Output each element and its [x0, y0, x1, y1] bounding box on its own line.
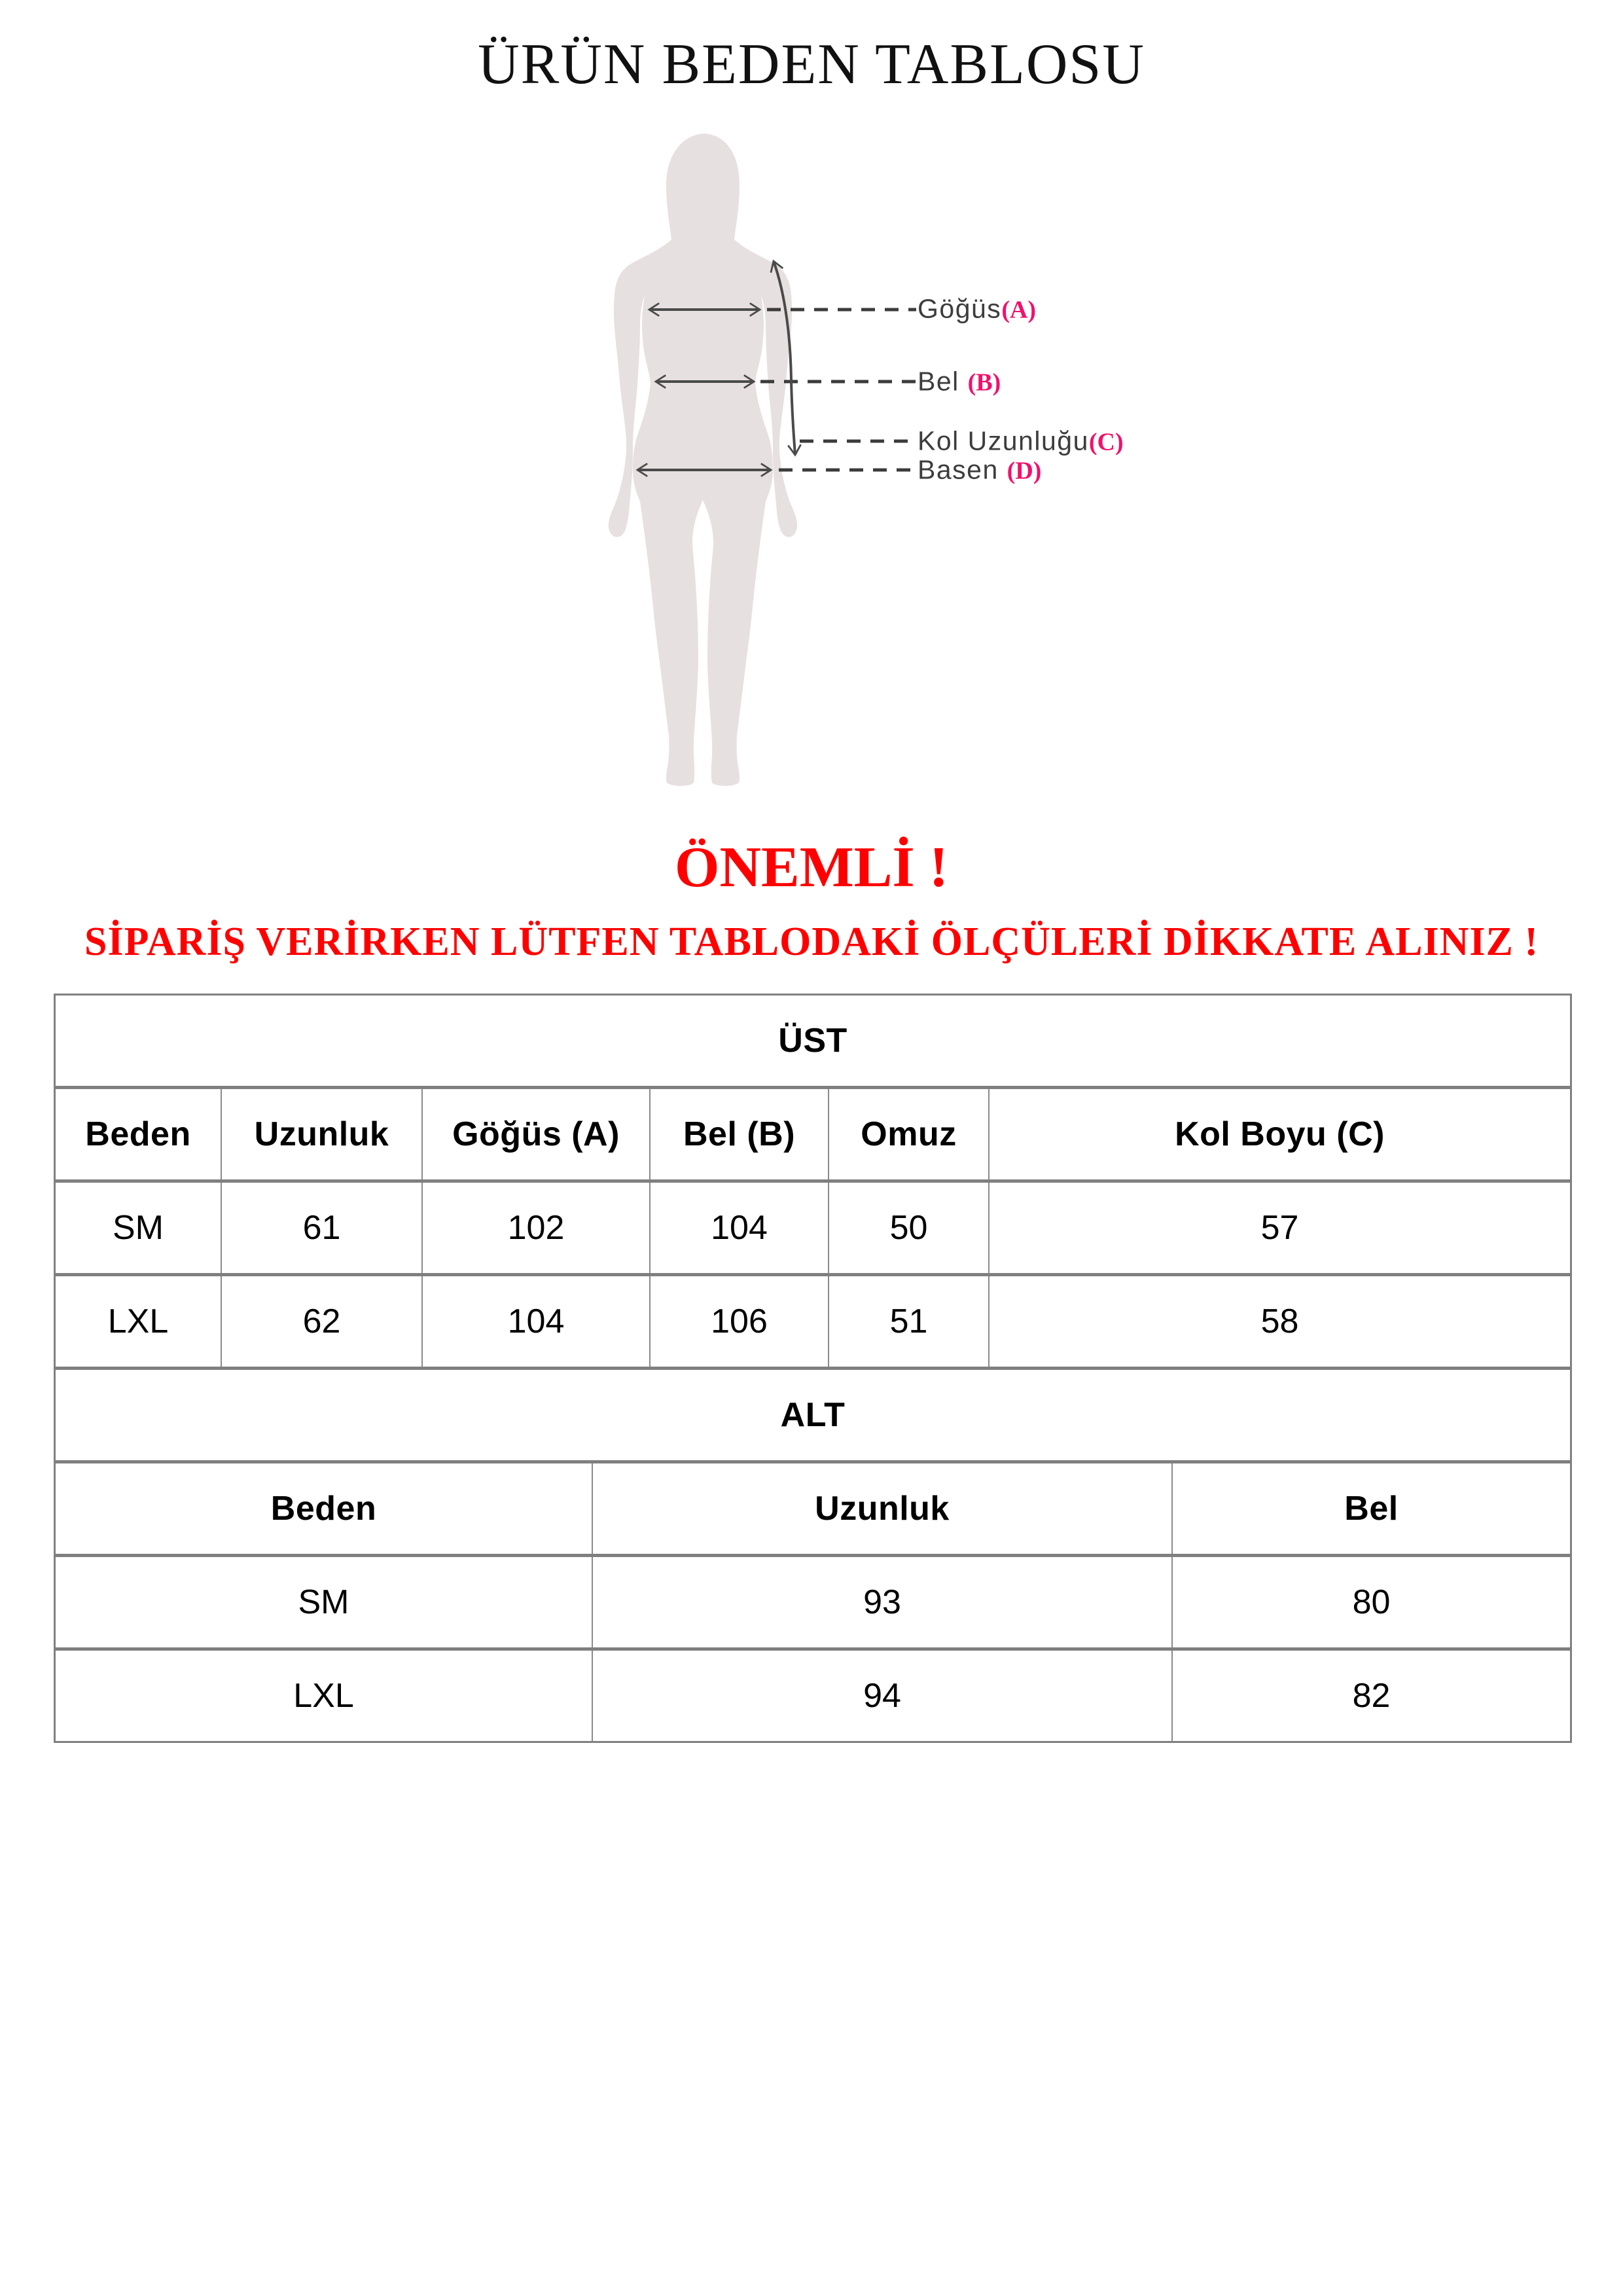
alt-lxl-uzunluk: 94: [592, 1649, 1172, 1742]
ust-sm-uzunluk: 61: [221, 1181, 422, 1275]
alt-lxl-beden: LXL: [56, 1649, 592, 1742]
table-row: [56, 996, 1570, 1088]
top-garment-table: [56, 996, 1570, 1367]
table-row: [56, 1275, 1570, 1367]
ust-sm-gogus: 102: [422, 1181, 650, 1275]
hip-label: [918, 455, 1041, 486]
alt-header-beden: Beden: [56, 1462, 592, 1556]
alt-sm-beden: SM: [56, 1556, 592, 1649]
waist-label-text: Bel: [918, 366, 959, 397]
chest-label: [918, 294, 1036, 325]
ust-header-omuz: Omuz: [829, 1088, 989, 1181]
alt-header-bel: Bel: [1172, 1462, 1570, 1556]
hip-label-letter: (D): [1007, 457, 1042, 485]
size-table: [54, 994, 1572, 1743]
alt-sm-bel: 80: [1172, 1556, 1570, 1649]
ust-lxl-uzunluk: 62: [221, 1275, 422, 1367]
table-row: [56, 1462, 1570, 1556]
waist-label: [918, 367, 1001, 397]
alt-header-uzunluk: Uzunluk: [592, 1462, 1172, 1556]
hip-label-text: Basen: [918, 454, 999, 485]
ust-sm-kol-boyu: 57: [989, 1181, 1570, 1275]
bottom-garment-table: [56, 1367, 1570, 1741]
ust-header-beden: Beden: [56, 1088, 221, 1181]
body-measurement-figure: [563, 124, 916, 844]
woman-silhouette: [609, 134, 797, 786]
section-header-ust: ÜST: [778, 1022, 847, 1060]
order-warning-message: SİPARİŞ VERİRKEN LÜTFEN TABLODAKİ ÖLÇÜLERİ DİKKATE ALINIZ !: [84, 920, 1539, 964]
ust-lxl-beden: LXL: [56, 1275, 221, 1367]
ust-header-uzunluk: Uzunluk: [221, 1088, 422, 1181]
ust-header-gogus: Göğüs (A): [422, 1088, 650, 1181]
ust-lxl-omuz: 51: [829, 1275, 989, 1367]
alt-sm-uzunluk: 93: [592, 1556, 1172, 1649]
waist-label-letter: (B): [967, 368, 1001, 397]
ust-lxl-kol-boyu: 58: [989, 1275, 1570, 1367]
ust-header-kol-boyu: Kol Boyu (C): [989, 1088, 1570, 1181]
ust-header-bel: Bel (B): [650, 1088, 829, 1181]
table-row: [56, 1181, 1570, 1275]
page-title: ÜRÜN BEDEN TABLOSU: [478, 33, 1145, 96]
important-heading: ÖNEMLİ !: [675, 836, 948, 899]
ust-lxl-bel: 106: [650, 1275, 829, 1367]
table-row: [56, 1649, 1570, 1742]
alt-lxl-bel: 82: [1172, 1649, 1570, 1742]
arm-length-label-text: Kol Uzunluğu: [918, 425, 1089, 456]
table-row: [56, 1088, 1570, 1181]
table-row: [56, 1369, 1570, 1462]
ust-sm-omuz: 50: [829, 1181, 989, 1275]
arm-length-label: [918, 426, 1124, 457]
table-row: [56, 1556, 1570, 1649]
ust-lxl-gogus: 104: [422, 1275, 650, 1367]
section-header-alt: ALT: [56, 1369, 1570, 1462]
arm-length-label-letter: (C): [1088, 428, 1124, 456]
chest-label-letter: (A): [1001, 296, 1037, 324]
ust-sm-bel: 104: [650, 1181, 829, 1275]
chest-label-text: Göğüs: [918, 293, 1002, 324]
ust-sm-beden: SM: [56, 1181, 221, 1275]
